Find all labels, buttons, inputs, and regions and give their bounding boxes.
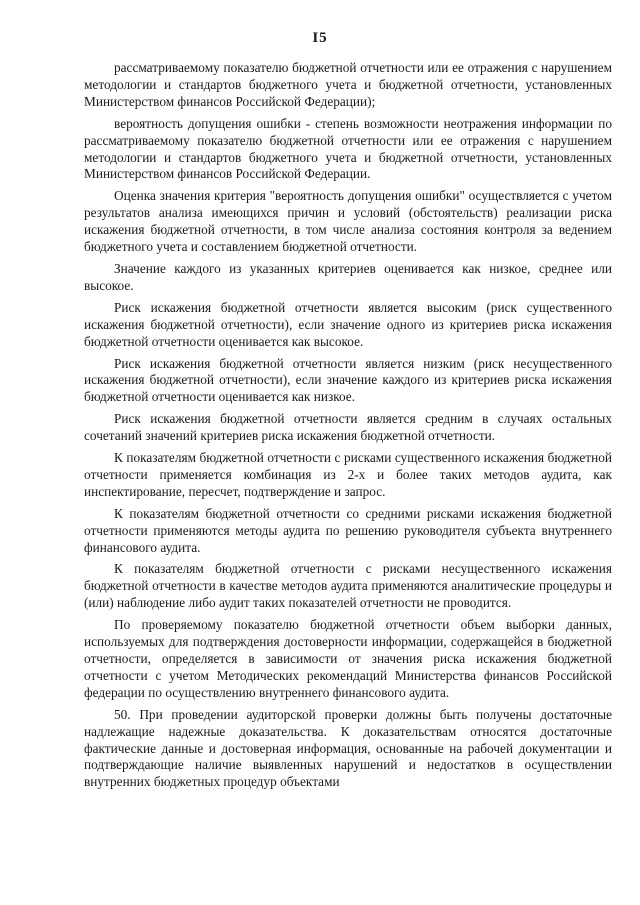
paragraph-low-risk: Риск искажения бюджетной отчетности является низким (риск несущественного искажения бюджетной отчетности), если значение каждого из критериев риска искажения бюджетной отчетности оценивается как низкое. xyxy=(84,355,612,405)
page-number: I5 xyxy=(312,30,328,46)
paragraph-sample-size: По проверяемому показателю бюджетной отчетности объем выборки данных, используемых для подтверждения достоверности информации, содержащейся в бюджетной отчетности, определяется в зависимости от значения риска искажения бюджетной отчетности с учетом Методических рекомендаций Министерства финансов Российской федерации по осуществлению внутреннего финансового аудита. xyxy=(84,617,612,700)
paragraph-methods-medium-risk: К показателям бюджетной отчетности со средними рисками искажения бюджетной отчетности применяются методы аудита по решению руководителя субъекта внутреннего финансового аудита. xyxy=(84,505,612,555)
paragraph-criteria-values: Значение каждого из указанных критериев оценивается как низкое, среднее или высокое. xyxy=(84,260,612,293)
paragraph-methods-low-risk: К показателям бюджетной отчетности с рисками несущественного искажения бюджетной отчетности в качестве методов аудита применяются аналитические процедуры и (или) наблюдение либо аудит таких показателей отчетности не проводится. xyxy=(84,561,612,611)
paragraph-error-probability-definition: вероятность допущения ошибки - степень возможности неотражения информации по рассматриваемому показателю бюджетной отчетности или ее отражения с нарушением методологии и стандартов бюджетного учета и бюджетной отчетности, установленных Министерством финансов Российской Федерации. xyxy=(84,115,612,182)
paragraph-continuation: рассматриваемому показателю бюджетной отчетности или ее отражения с нарушением методологии и стандартов бюджетного учета и бюджетной отчетности, установленных Министерством финансов Российской Федерации); xyxy=(84,60,612,109)
paragraph-methods-high-risk: К показателям бюджетной отчетности с рисками существенного искажения бюджетной отчетности применяется комбинация из 2-х и более таких методов аудита, как инспектирование, пересчет, подтверждение и запрос. xyxy=(84,450,612,499)
paragraph-high-risk: Риск искажения бюджетной отчетности является высоким (риск существенного искажения бюджетной отчетности), если значение одного из критериев риска искажения бюджетной отчетности оценивается как высокое. xyxy=(84,299,612,349)
paragraph-criterion-assessment: Оценка значения критерия "вероятность допущения ошибки" осуществляется с учетом результатов анализа имеющихся причин и условий (обстоятельств) реализации риска искажения бюджетной отчетности, в том числе анализа состояния контроля за ведением бюджетного учета и составлением бюджетной отчетности. xyxy=(84,188,612,255)
paragraph-item-50: 50. При проведении аудиторской проверки должны быть получены достаточные надлежащие надежные доказательства. К доказательствам относятся достаточные фактические данные и достоверная информация, основанные на рабочей документации и подтверждающие наличие выявленных нарушений и недостатков в осуществлении внутренних бюджетных процедур объектами xyxy=(84,706,612,790)
paragraph-medium-risk: Риск искажения бюджетной отчетности является средним в случаях остальных сочетаний значений критериев риска искажения бюджетной отчетности. xyxy=(84,411,612,444)
page-body xyxy=(84,60,612,796)
